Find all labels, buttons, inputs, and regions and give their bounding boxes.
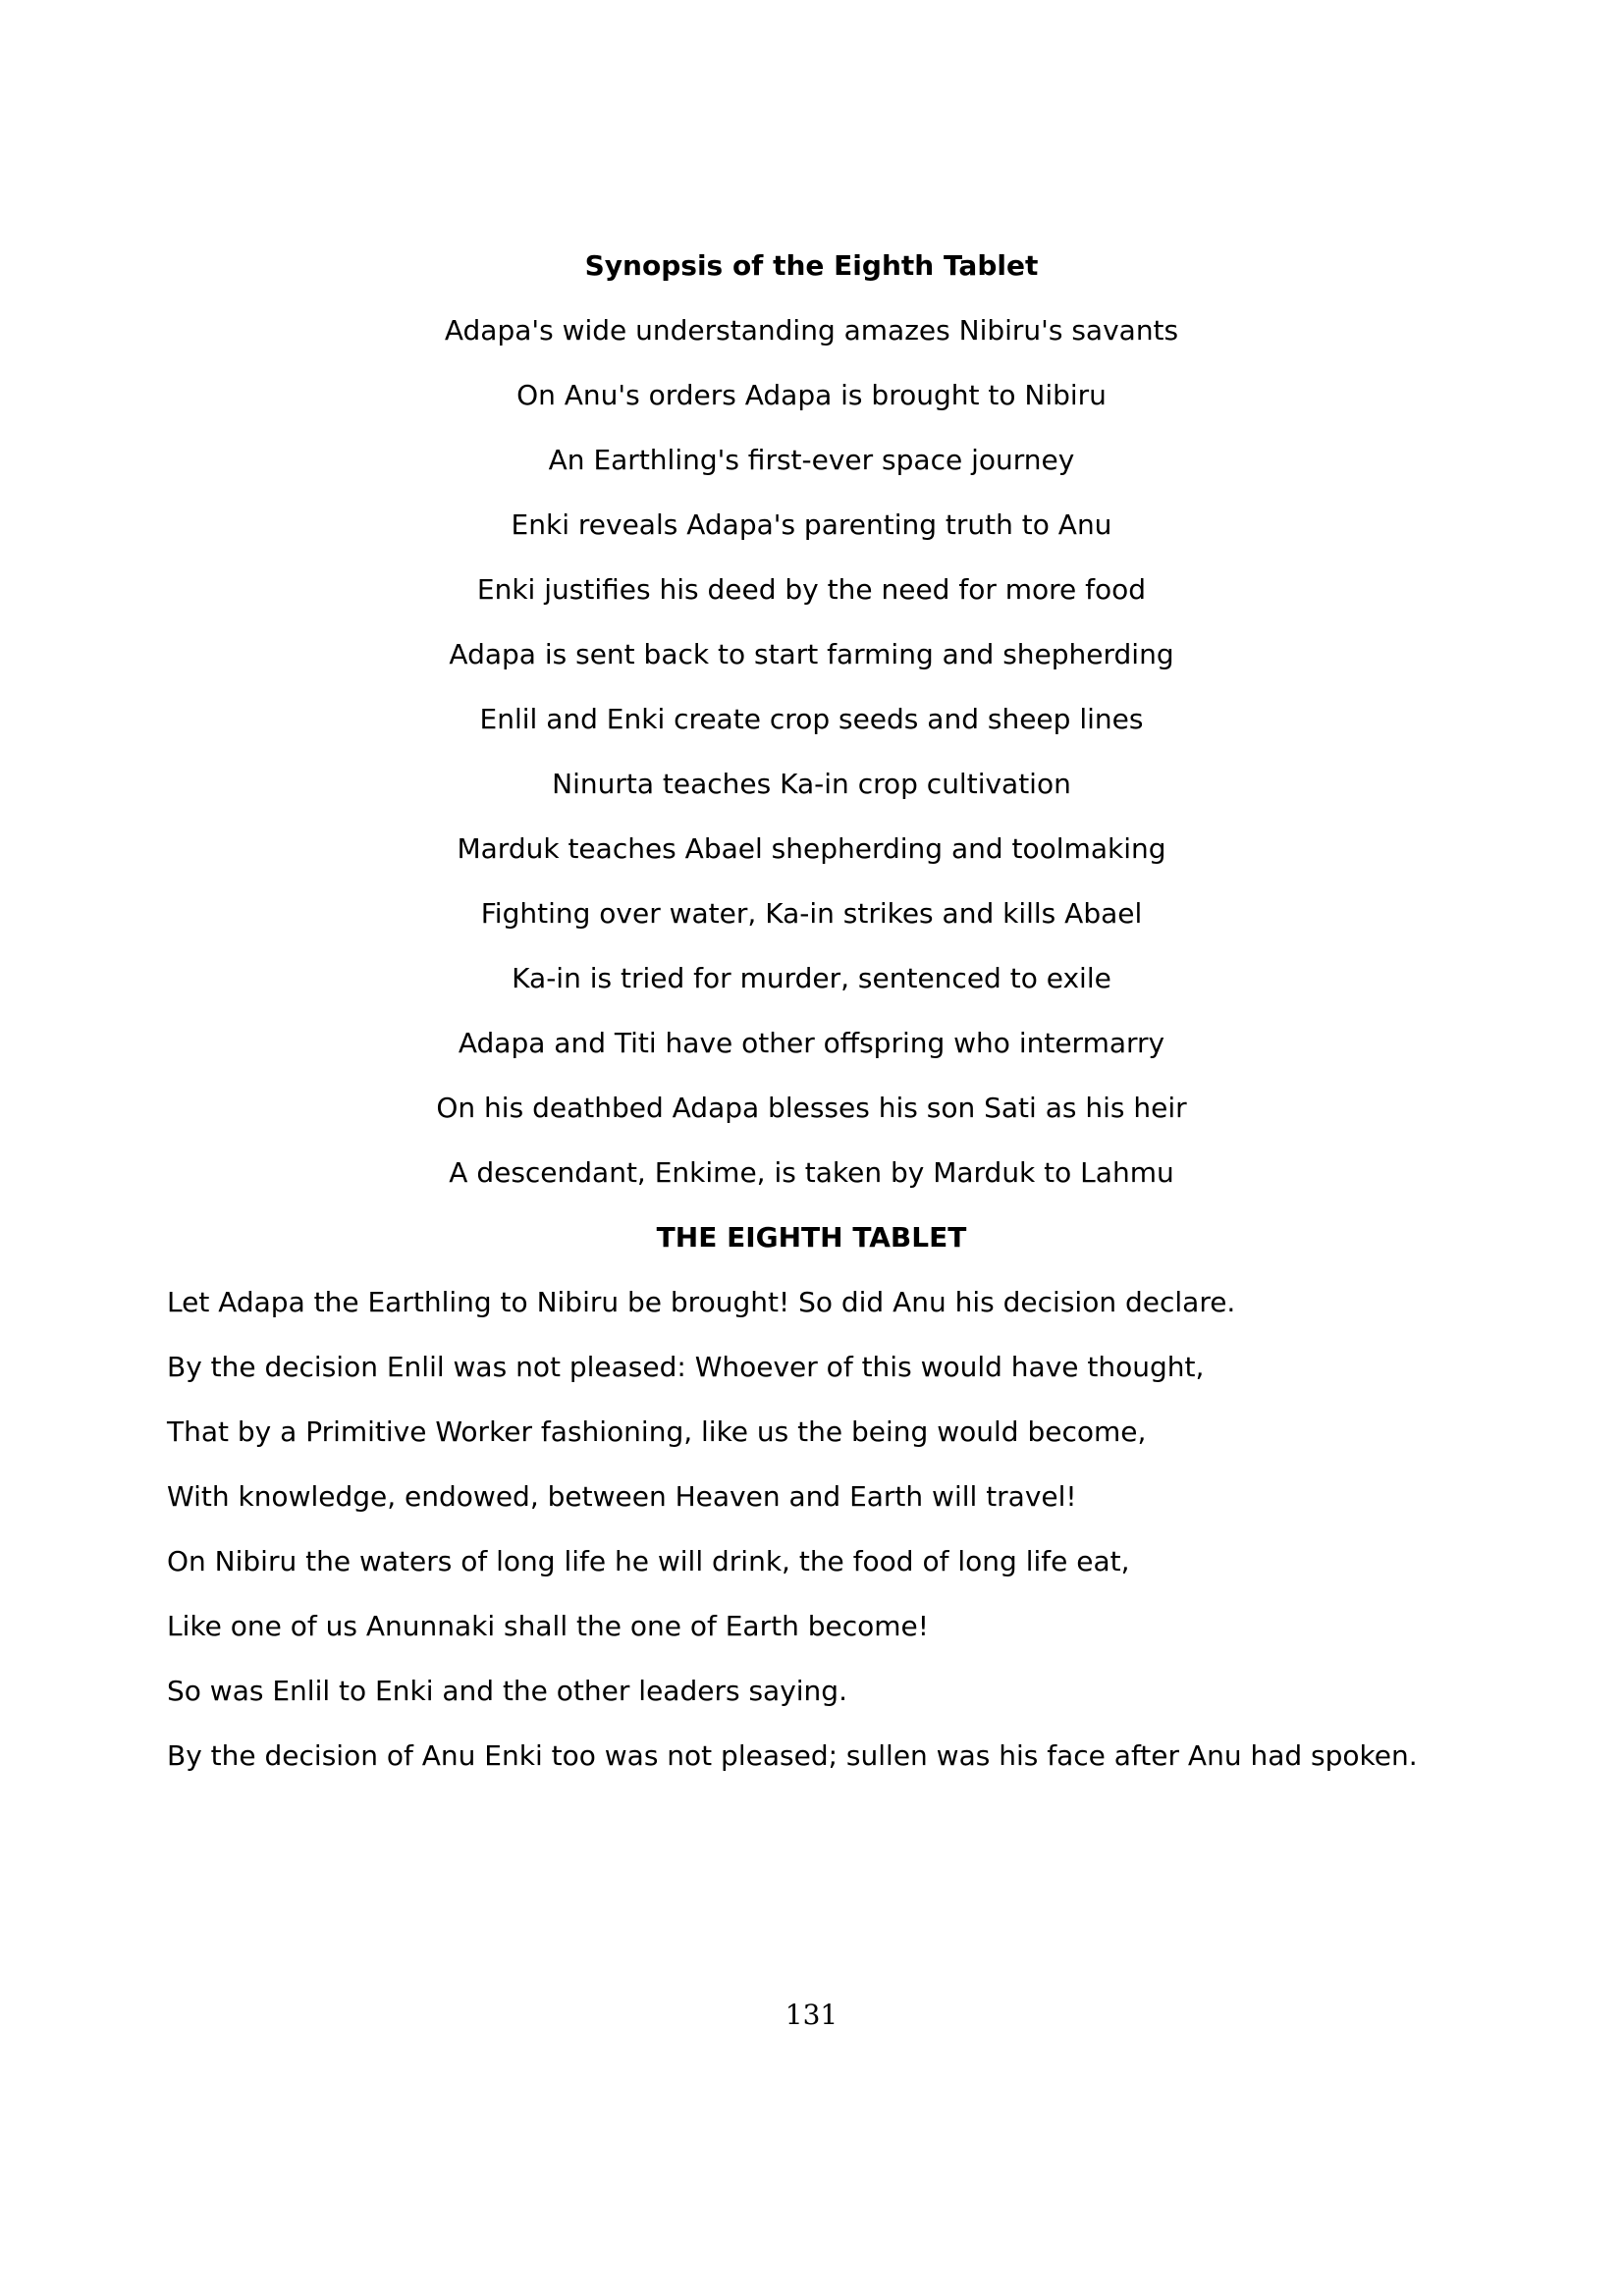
tablet-line: Like one of us Anunnaki shall the one of Earth become! (167, 1610, 929, 1642)
synopsis-line: On his deathbed Adapa blesses his son Sati as his heir (436, 1092, 1187, 1124)
synopsis-line: Ka-in is tried for murder, sentenced to exile (512, 962, 1111, 994)
tablet-line: By the decision Enlil was not pleased: Whoever of this would have thought, (167, 1351, 1205, 1383)
tablet-line: Let Adapa the Earthling to Nibiru be brought! So did Anu his decision declare. (167, 1286, 1236, 1318)
synopsis-line: Enki justifies his deed by the need for more food (476, 573, 1147, 606)
page-number: 131 (784, 1999, 839, 2031)
tablet-title: THE EIGHTH TABLET (656, 1221, 967, 1254)
synopsis-line: Enlil and Enki create crop seeds and sheep lines (479, 703, 1144, 735)
synopsis-line: Ninurta teaches Ka-in crop cultivation (552, 768, 1071, 800)
synopsis-line: Adapa's wide understanding amazes Nibiru's savants (444, 314, 1179, 347)
tablet-line: So was Enlil to Enki and the other leaders saying. (167, 1675, 847, 1707)
synopsis-title: Synopsis of the Eighth Tablet (584, 249, 1039, 282)
tablet-line: By the decision of Anu Enki too was not pleased; sullen was his face after Anu had spoken. (167, 1739, 1418, 1772)
synopsis-line: Fighting over water, Ka-in strikes and kills Abael (480, 897, 1143, 930)
synopsis-line: On Anu's orders Adapa is brought to Nibiru (516, 379, 1107, 411)
synopsis-line: A descendant, Enkime, is taken by Marduk to Lahmu (449, 1156, 1174, 1189)
tablet-line: That by a Primitive Worker fashioning, like us the being would become, (167, 1415, 1147, 1448)
synopsis-line: Adapa and Titi have other offspring who intermarry (458, 1027, 1165, 1059)
tablet-line: With knowledge, endowed, between Heaven and Earth will travel! (167, 1480, 1077, 1513)
synopsis-line: An Earthling's first-ever space journey (548, 444, 1075, 476)
synopsis-line: Marduk teaches Abael shepherding and toolmaking (457, 832, 1166, 865)
synopsis-line: Enki reveals Adapa's parenting truth to Anu (511, 508, 1112, 541)
tablet-line: On Nibiru the waters of long life he will drink, the food of long life eat, (167, 1545, 1130, 1577)
synopsis-line: Adapa is sent back to start farming and shepherding (449, 638, 1174, 670)
